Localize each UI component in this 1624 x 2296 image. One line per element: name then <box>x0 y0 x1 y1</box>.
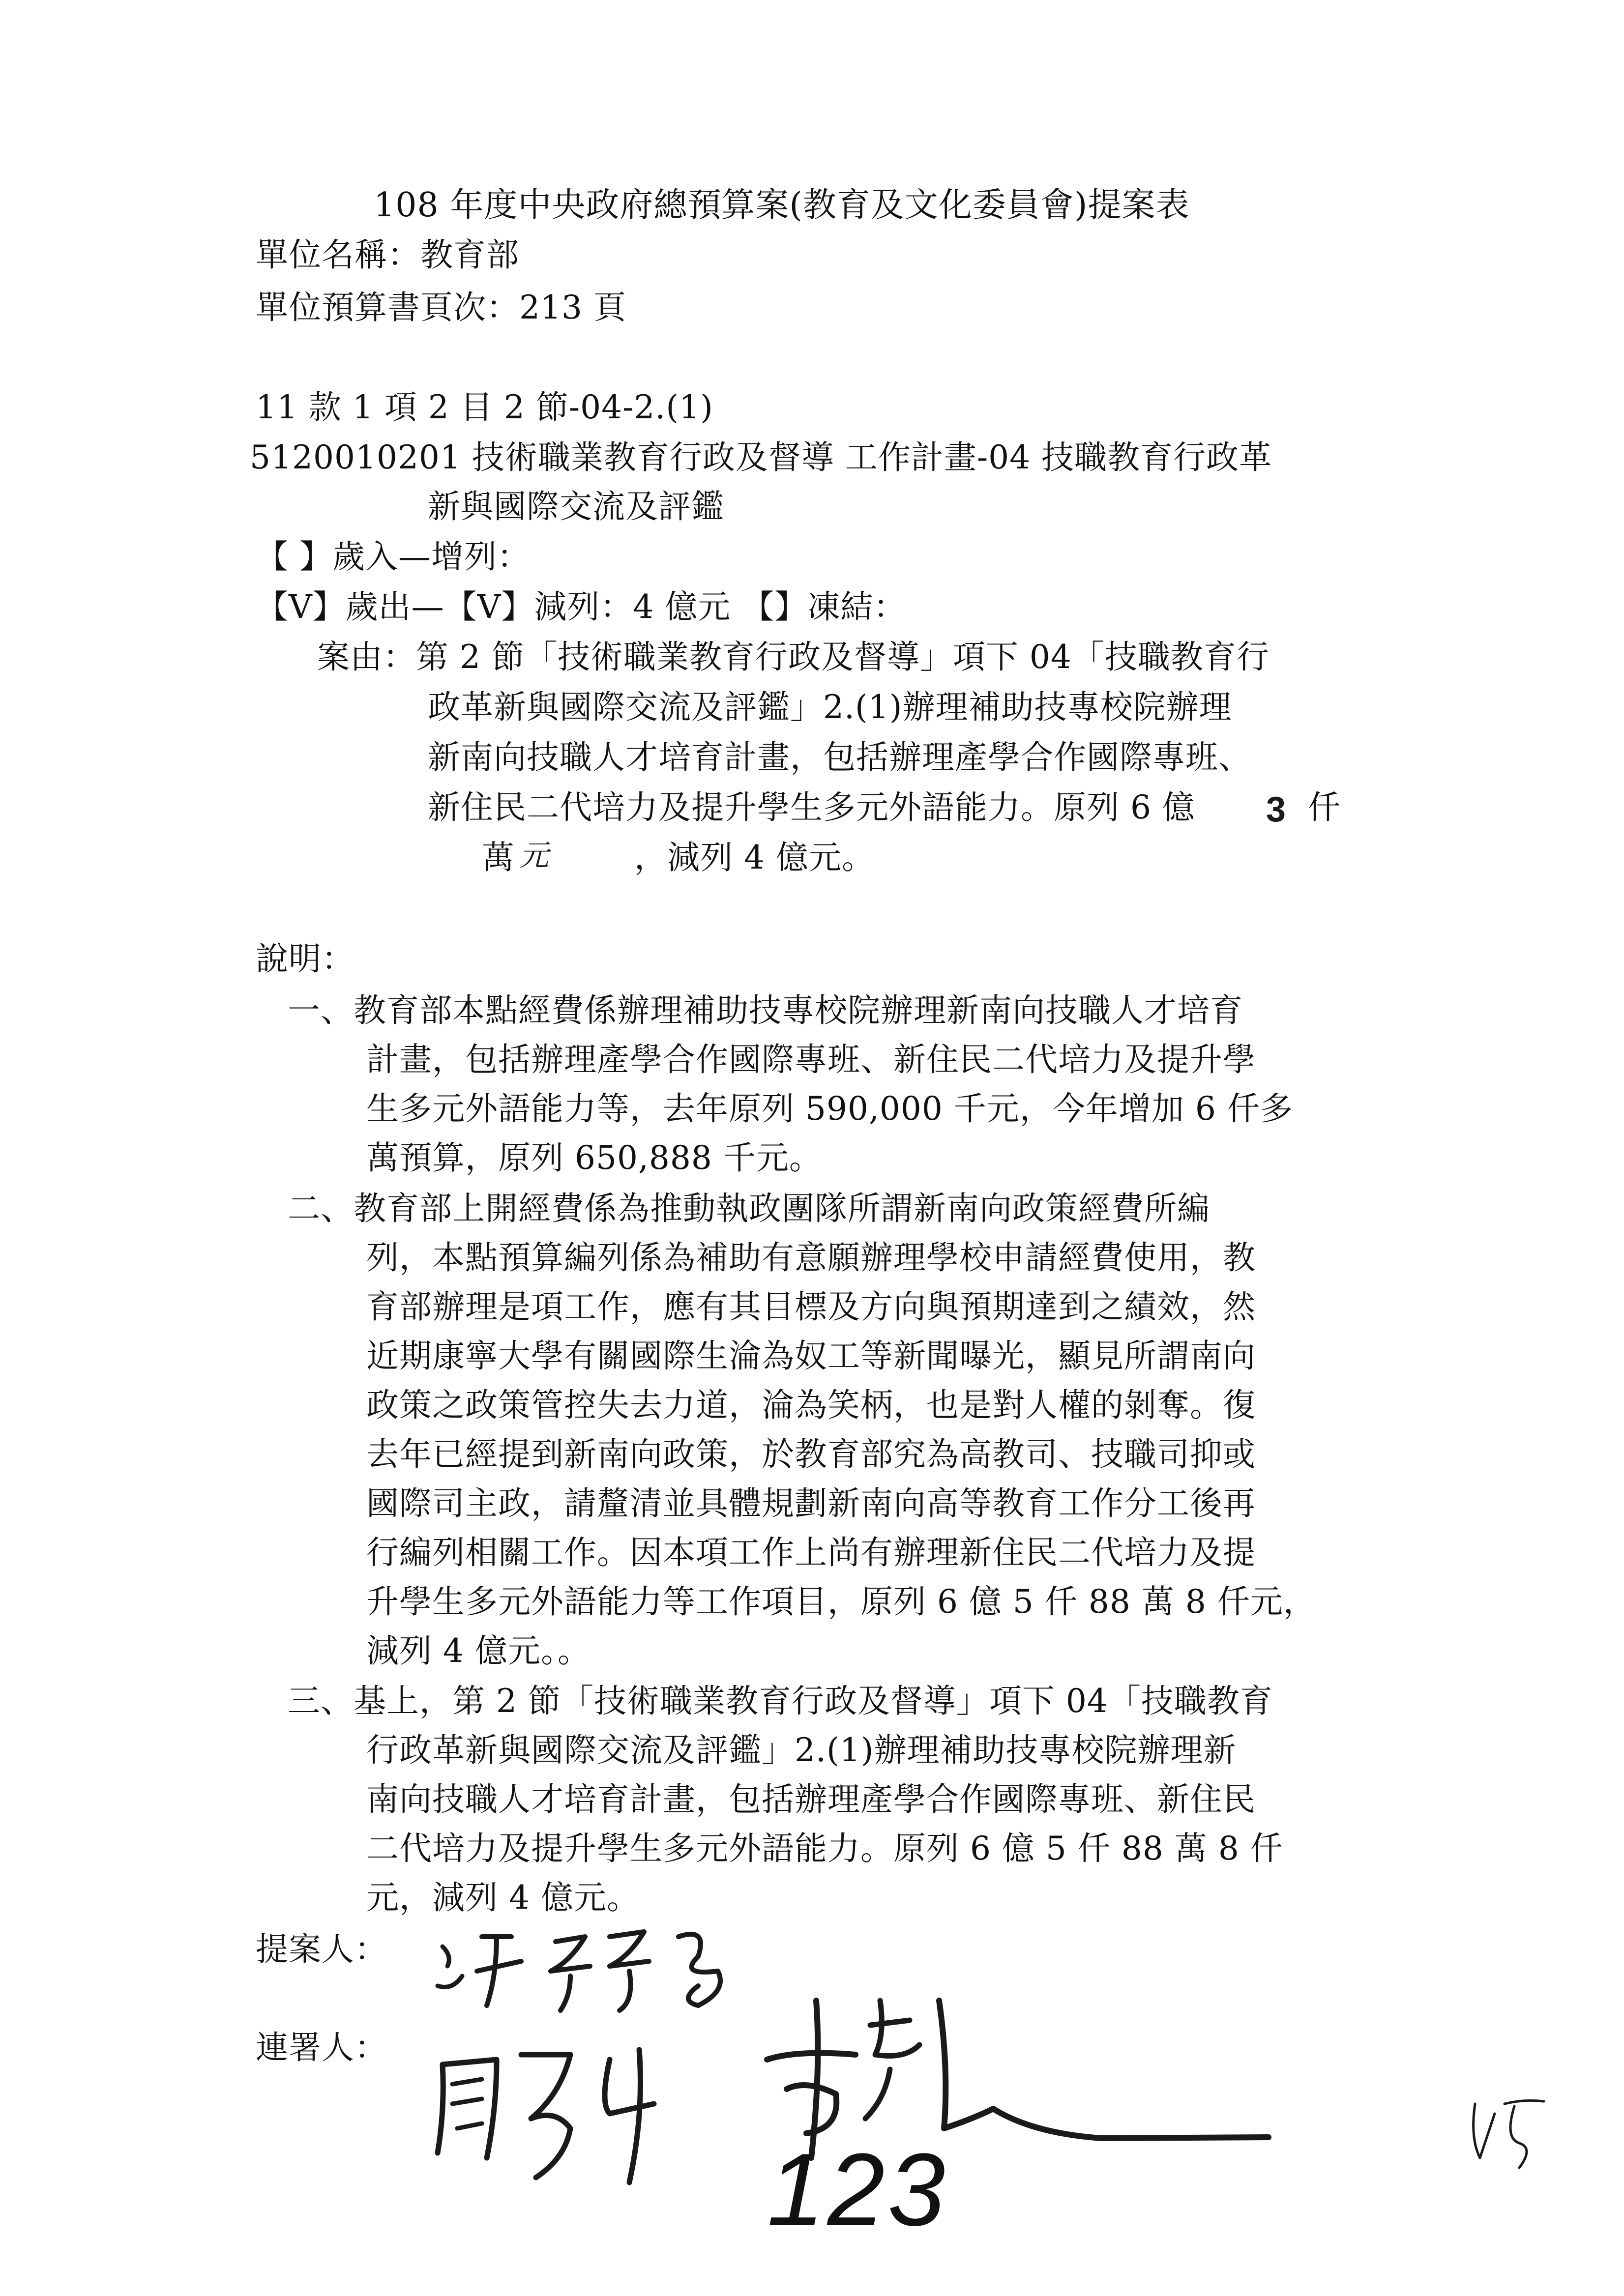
program-line-1: 5120010201 技術職業教育行政及督導 工作計畫-04 技職教育行政革 <box>250 438 1272 476</box>
explanation-p2-line: 減列 4 億元。。 <box>366 1632 591 1670</box>
reason-line-5: ，減列 4 億元。 <box>634 839 875 876</box>
explanation-p2-line: 行編列相關工作。因本項工作上尚有辦理新住民二代培力及提 <box>366 1534 1256 1571</box>
revenue-line: 【 】歲入—增列： <box>256 538 530 576</box>
explanation-p1-line: 一、教育部本點經費係辦理補助技專校院辦理新南向技職人才培育 <box>288 991 1243 1029</box>
explanation-p3-line: 二代培力及提升學生多元外語能力。原列 6 億 5 仟 88 萬 8 仟 <box>366 1830 1283 1867</box>
cosigner-signature-1 <box>423 2030 698 2192</box>
explanation-p2-line: 二、教育部上開經費係為推動執政團隊所謂新南向政策經費所編 <box>288 1190 1210 1227</box>
explanation-p1-line: 萬預算，原列 650,888 千元。 <box>366 1139 822 1177</box>
explanation-p2-line: 列，本點預算編列係為補助有意願辦理學校申請經費使用，教 <box>366 1239 1256 1277</box>
reason-line-3: 新南向技職人才培育計畫，包括辦理產學合作國際專班、 <box>428 738 1251 776</box>
explanation-p1-line: 計畫，包括辦理產學合作國際專班、新住民二代培力及提升學 <box>366 1041 1256 1078</box>
handwritten-digit: 3 <box>1266 790 1287 829</box>
document-title: 108 年度中央政府總預算案(教育及文化委員會)提案表 <box>374 186 1190 225</box>
explanation-p2-line: 育部辦理是項工作，應有其目標及方向與預期達到之績效，然 <box>366 1288 1256 1326</box>
program-line-2: 新與國際交流及評鑑 <box>428 488 724 525</box>
explanation-p2-line: 政策之政策管控失去力道，淪為笑柄，也是對人權的剝奪。復 <box>366 1386 1256 1424</box>
cosigner-label: 連署人： <box>256 2029 387 2066</box>
explanation-p2-line: 去年已經提到新南向政策，於教育部究為高教司、技職司抑或 <box>366 1435 1256 1473</box>
proposer-label: 提案人： <box>256 1930 387 1968</box>
page-mark: 123 <box>767 2132 948 2247</box>
explanation-p1-line: 生多元外語能力等，去年原列 590,000 千元，今年增加 6 仟多 <box>366 1090 1293 1128</box>
margin-scribble-icon <box>1455 2084 1564 2182</box>
explanation-p3-line: 南向技職人才培育計畫，包括辦理產學合作國際專班、新住民 <box>366 1780 1256 1818</box>
explanation-p2-line: 升學生多元外語能力等工作項目，原列 6 億 5 仟 88 萬 8 仟元， <box>366 1583 1316 1621</box>
reason-line-4: 新住民二代培力及提升學生多元外語能力。原列 6 億 <box>428 788 1195 826</box>
explanation-p3-line: 行政革新與國際交流及評鑑」2.(1)辦理補助技專校院辦理新 <box>366 1731 1237 1769</box>
explanation-heading: 說明： <box>256 940 354 978</box>
unit-name: 單位名稱：教育部 <box>256 236 519 274</box>
expenditure-line: 【V】歲出—【V】減列：4 億元 【】凍結： <box>256 588 907 626</box>
reason-line-4-unit: 仟 <box>1308 788 1341 826</box>
explanation-p3-line: 三、基上，第 2 節「技術職業教育行政及督導」項下 04「技職教育 <box>288 1682 1273 1720</box>
reason-line-1: 案由：第 2 節「技術職業教育行政及督導」項下 04「技職教育行 <box>317 638 1270 676</box>
proposer-signature <box>423 1917 777 2015</box>
item-code: 11 款 1 項 2 目 2 節-04-2.(1) <box>256 388 713 426</box>
reason-line-5-unit: 萬 <box>482 839 515 876</box>
reason-line-2: 政革新與國際交流及評鑑」2.(1)辦理補助技專校院辦理 <box>428 688 1232 726</box>
budget-page: 單位預算書頁次：213 頁 <box>256 289 626 326</box>
explanation-p3-line: 元，減列 4 億元。 <box>366 1879 640 1917</box>
handwritten-yuan: 元 <box>519 839 549 873</box>
explanation-p2-line: 近期康寧大學有關國際生淪為奴工等新聞曝光，顯見所謂南向 <box>366 1337 1256 1375</box>
explanation-p2-line: 國際司主政，請釐清並具體規劃新南向高等教育工作分工後再 <box>366 1484 1256 1522</box>
